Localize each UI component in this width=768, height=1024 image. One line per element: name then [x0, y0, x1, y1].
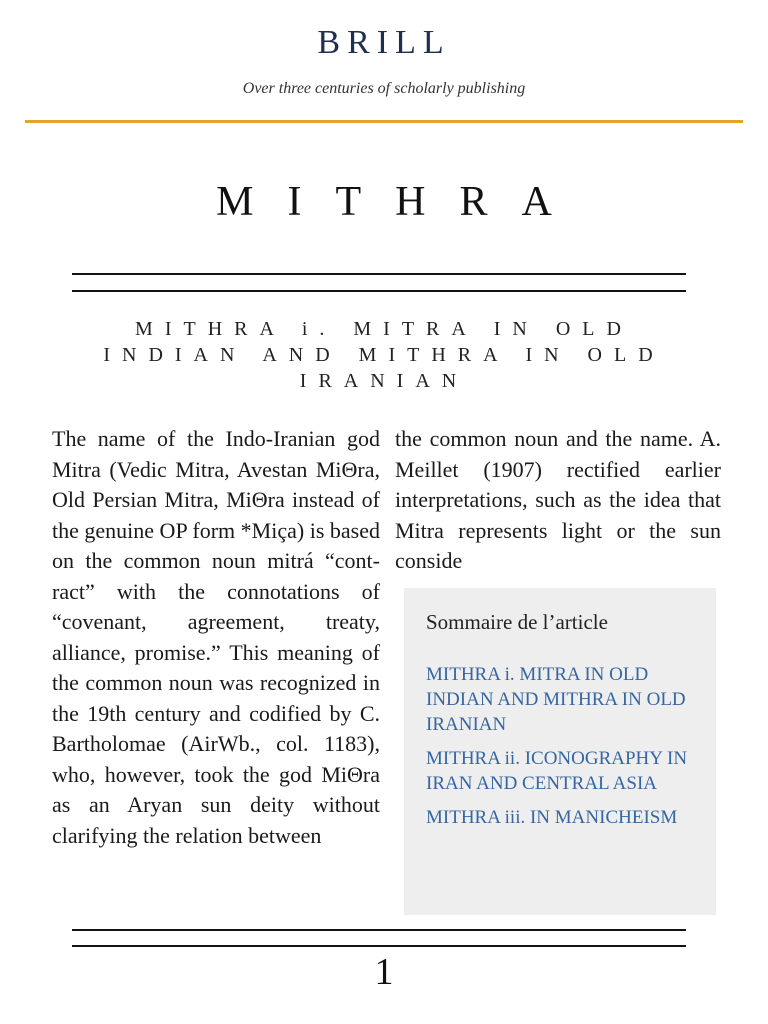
summary-link-mithra-iii[interactable]: MITHRA iii. IN MANICHEISM [426, 807, 678, 828]
title-rule-top [72, 273, 686, 275]
summary-link-mithra-i[interactable]: MITHRA i. MITRA IN OLD INDIAN AND MITHRA IN OLD IRANIAN [426, 664, 686, 735]
summary-link-list [426, 662, 706, 839]
section-subtitle: MITHRA i. MITRA IN OLD INDIAN AND MITHRA IN OLD IRANIAN [103, 318, 665, 392]
publisher-logo: BRILL [317, 24, 451, 61]
footer-rule-top [72, 929, 686, 931]
body-text-right-column: the common noun and the name. A. Meillet (1907) rectified earlier interpretations, such as the idea that Mitra represents light or the sun conside [395, 426, 721, 573]
title-rule-bottom [72, 290, 686, 292]
summary-link-mithra-ii[interactable]: MITHRA ii. ICONOGRAPHY IN IRAN AND CENTRAL ASIA [426, 748, 688, 794]
page-number: 1 [374, 951, 394, 993]
article-summary-box [404, 588, 716, 915]
header-divider [25, 120, 743, 123]
body-text-left-column: The name of the Indo-Iranian god Mitra (Vedic Mitra, Avestan MiΘra, Old Persian Mitra, MiΘra instead of the genuine OP form *Miça) is based on the common noun mitrá “contract” with the connotations of “covenant, agreement, treaty, alliance, promise.” This meaning of the common noun was recognized in the 19th century and codified by C. Bartholomae (AirWb., col. 1183), who, however, took the god MiΘra as an Aryan sun deity without clarifying the relation between [52, 426, 380, 848]
publisher-tagline: Over three centuries of scholarly publishing [242, 80, 526, 97]
footer-rule-bottom [72, 945, 686, 947]
article-title: MITHRA [216, 179, 586, 225]
summary-heading: Sommaire de l’article [426, 610, 608, 634]
